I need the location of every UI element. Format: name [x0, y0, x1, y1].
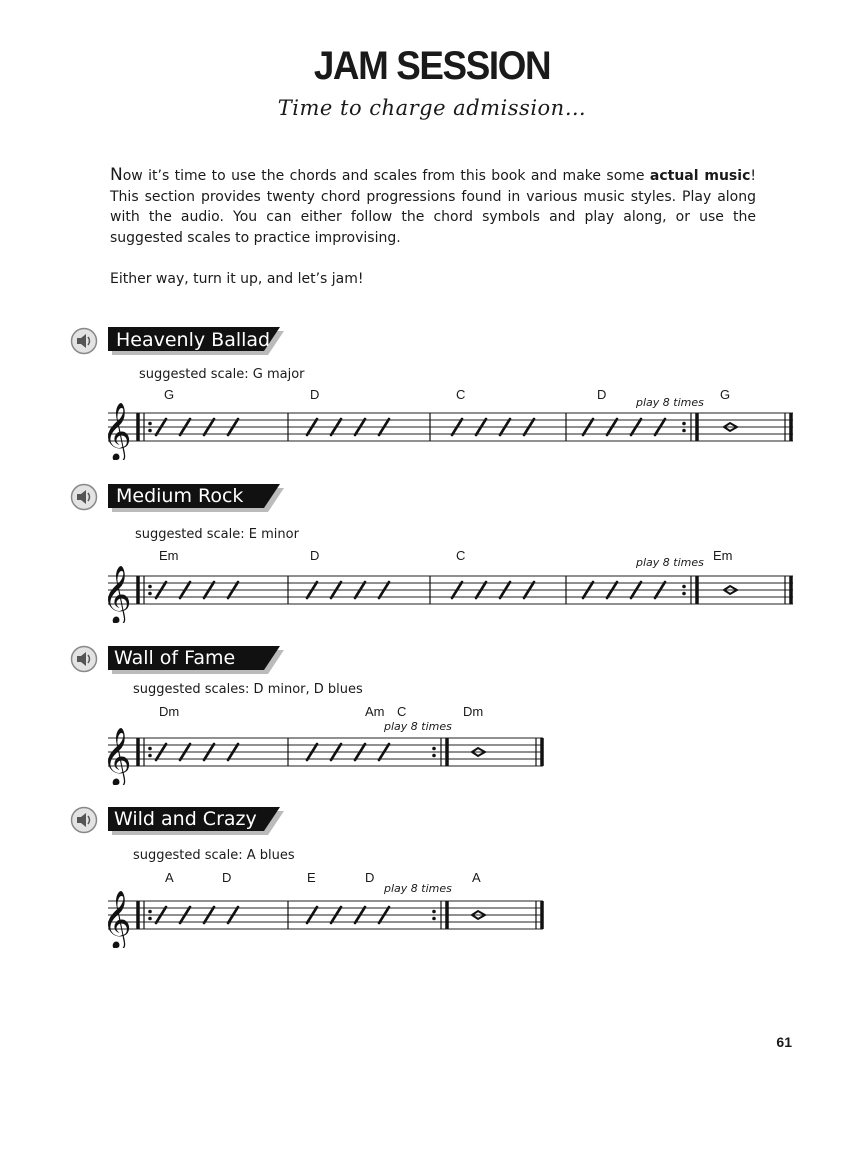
intro-bold-phrase: actual music: [649, 168, 751, 184]
chord-symbol: D: [597, 387, 607, 402]
page-subtitle: Time to charge admission…: [277, 96, 587, 120]
speaker-icon[interactable]: [70, 806, 100, 836]
track-title: Wall of Fame: [114, 647, 236, 669]
repeat-instruction: play 8 times: [636, 396, 704, 409]
speaker-icon[interactable]: [70, 327, 100, 357]
chord-symbol: D: [365, 870, 375, 885]
scale-label: suggested scales: D minor, D blues: [133, 682, 363, 697]
chord-symbol: Dm: [463, 704, 484, 719]
intro-text-b: ! This section provides twenty chord progressions found in various music styles. Play along with the audio. You can either follow the chord symbols and play along, or use the suggested scales to practice improvising.: [110, 168, 756, 246]
intro-paragraph: [110, 165, 756, 248]
scale-label: suggested scale: E minor: [135, 527, 299, 542]
repeat-instruction: play 8 times: [384, 720, 452, 733]
track-title: Heavenly Ballad: [116, 329, 271, 351]
speaker-icon[interactable]: [70, 483, 100, 513]
track-title: Wild and Crazy: [114, 808, 257, 830]
treble-clef-icon: 𝄞: [102, 402, 132, 460]
chord-symbol: A: [472, 870, 481, 885]
staff-line: [100, 888, 550, 948]
chord-symbol: C: [456, 387, 466, 402]
chord-symbol: G: [720, 387, 731, 402]
chord-symbol: C: [397, 704, 407, 719]
staff-line: [100, 400, 800, 460]
speaker-icon[interactable]: [70, 645, 100, 675]
treble-clef-icon: 𝄞: [102, 565, 132, 623]
page-number: 61: [776, 1034, 792, 1050]
intro-text-a: ow it’s time to use the chords and scales from this book and make some: [122, 168, 650, 184]
repeat-instruction: play 8 times: [636, 556, 704, 569]
chord-symbol: D: [222, 870, 232, 885]
track-title: Medium Rock: [116, 485, 244, 507]
intro-lead-letter: N: [110, 165, 123, 185]
staff-line: [100, 725, 550, 785]
chord-symbol: G: [164, 387, 175, 402]
treble-clef-icon: 𝄞: [102, 890, 132, 948]
chord-symbol: C: [456, 548, 466, 563]
chord-symbol: E: [307, 870, 316, 885]
intro-closing: Either way, turn it up, and let’s jam!: [110, 271, 364, 287]
chord-symbol: D: [310, 548, 320, 563]
track-heavenly-ballad: [0, 0, 864, 1]
treble-clef-icon: 𝄞: [102, 727, 132, 785]
chord-symbol: A: [165, 870, 174, 885]
scale-label: suggested scale: G major: [139, 367, 305, 382]
chord-symbol: Am: [365, 704, 385, 719]
scale-label: suggested scale: A blues: [133, 848, 295, 863]
chord-symbol: Em: [713, 548, 733, 563]
repeat-instruction: play 8 times: [384, 882, 452, 895]
chord-symbol: Em: [159, 548, 179, 563]
staff-line: [100, 563, 800, 623]
chord-symbol: Dm: [159, 704, 180, 719]
page-title: JAM SESSION: [313, 44, 551, 88]
chord-symbol: D: [310, 387, 320, 402]
